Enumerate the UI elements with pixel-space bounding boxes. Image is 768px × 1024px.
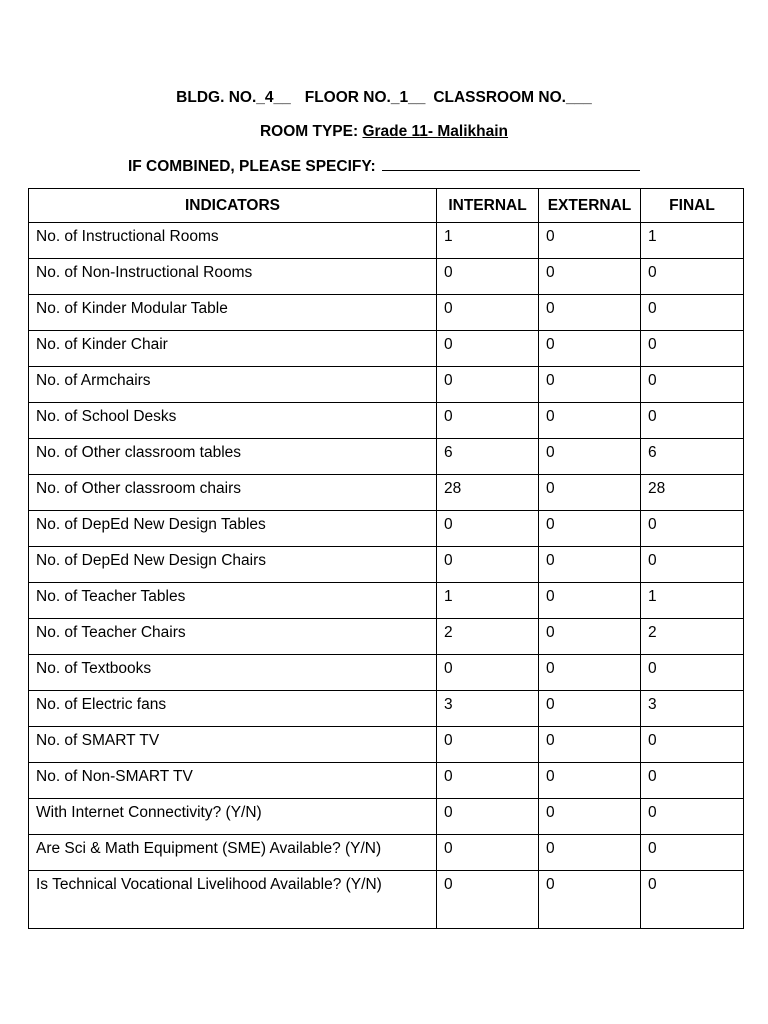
indicator-cell: No. of Kinder Modular Table <box>29 295 437 331</box>
indicator-cell: With Internet Connectivity? (Y/N) <box>29 799 437 835</box>
external-cell: 0 <box>539 295 641 331</box>
table-row <box>29 403 744 439</box>
internal-cell: 0 <box>437 511 539 547</box>
table-row <box>29 583 744 619</box>
indicator-cell: No. of Instructional Rooms <box>29 223 437 259</box>
internal-cell: 6 <box>437 439 539 475</box>
external-cell: 0 <box>539 799 641 835</box>
table-header-row <box>29 189 744 223</box>
internal-cell: 2 <box>437 619 539 655</box>
indicator-cell: No. of Teacher Tables <box>29 583 437 619</box>
table-row <box>29 331 744 367</box>
classroom-number: CLASSROOM NO.___ <box>433 89 592 106</box>
external-cell: 0 <box>539 871 641 929</box>
indicator-cell: No. of Teacher Chairs <box>29 619 437 655</box>
combined-label: IF COMBINED, PLEASE SPECIFY: <box>127 158 376 175</box>
internal-cell: 28 <box>437 475 539 511</box>
external-cell: 0 <box>539 259 641 295</box>
internal-cell: 1 <box>437 583 539 619</box>
table-row <box>29 763 744 799</box>
indicator-cell: No. of DepEd New Design Chairs <box>29 547 437 583</box>
internal-cell: 0 <box>437 835 539 871</box>
external-cell: 0 <box>539 691 641 727</box>
internal-cell: 0 <box>437 871 539 929</box>
table-row <box>29 295 744 331</box>
indicator-cell: No. of School Desks <box>29 403 437 439</box>
internal-cell: 3 <box>437 691 539 727</box>
final-cell: 0 <box>641 331 744 367</box>
internal-cell: 1 <box>437 223 539 259</box>
internal-cell: 0 <box>437 367 539 403</box>
final-cell: 0 <box>641 799 744 835</box>
table-row <box>29 691 744 727</box>
internal-cell: 0 <box>437 403 539 439</box>
room-type-value: Grade 11- Malikhain <box>362 123 509 140</box>
internal-cell: 0 <box>437 727 539 763</box>
external-cell: 0 <box>539 331 641 367</box>
external-cell: 0 <box>539 583 641 619</box>
external-cell: 0 <box>539 727 641 763</box>
external-cell: 0 <box>539 655 641 691</box>
final-cell: 0 <box>641 547 744 583</box>
indicator-cell: No. of Other classroom tables <box>29 439 437 475</box>
final-cell: 0 <box>641 763 744 799</box>
column-header-internal: INTERNAL <box>437 189 539 223</box>
external-cell: 0 <box>539 439 641 475</box>
indicator-cell: No. of Non-Instructional Rooms <box>29 259 437 295</box>
external-cell: 0 <box>539 475 641 511</box>
column-header-final: FINAL <box>641 189 744 223</box>
table-body <box>29 223 744 929</box>
external-cell: 0 <box>539 511 641 547</box>
external-cell: 0 <box>539 223 641 259</box>
table-row <box>29 655 744 691</box>
indicator-cell: No. of Electric fans <box>29 691 437 727</box>
indicator-cell: No. of Other classroom chairs <box>29 475 437 511</box>
internal-cell: 0 <box>437 259 539 295</box>
room-type-line <box>0 123 768 141</box>
indicator-cell: No. of DepEd New Design Tables <box>29 511 437 547</box>
floor-number: FLOOR NO._1__ <box>304 89 426 106</box>
column-header-indicators: INDICATORS <box>29 189 437 223</box>
table-row <box>29 511 744 547</box>
indicator-cell: No. of Textbooks <box>29 655 437 691</box>
table-row <box>29 223 744 259</box>
internal-cell: 0 <box>437 799 539 835</box>
room-type-label: ROOM TYPE: <box>259 123 359 140</box>
combined-blank <box>382 156 640 171</box>
table-row <box>29 547 744 583</box>
internal-cell: 0 <box>437 295 539 331</box>
table-row <box>29 835 744 871</box>
table-row <box>29 475 744 511</box>
external-cell: 0 <box>539 367 641 403</box>
indicator-cell: Is Technical Vocational Livelihood Available? (Y/N) <box>29 871 437 929</box>
table-row <box>29 799 744 835</box>
final-cell: 0 <box>641 655 744 691</box>
indicator-cell: No. of SMART TV <box>29 727 437 763</box>
table-row <box>29 871 744 929</box>
final-cell: 0 <box>641 871 744 929</box>
table-row <box>29 259 744 295</box>
final-cell: 1 <box>641 223 744 259</box>
internal-cell: 0 <box>437 547 539 583</box>
final-cell: 3 <box>641 691 744 727</box>
table-row <box>29 439 744 475</box>
final-cell: 1 <box>641 583 744 619</box>
final-cell: 0 <box>641 259 744 295</box>
indicator-cell: No. of Armchairs <box>29 367 437 403</box>
internal-cell: 0 <box>437 331 539 367</box>
external-cell: 0 <box>539 547 641 583</box>
final-cell: 6 <box>641 439 744 475</box>
external-cell: 0 <box>539 403 641 439</box>
indicator-cell: No. of Kinder Chair <box>29 331 437 367</box>
external-cell: 0 <box>539 763 641 799</box>
final-cell: 0 <box>641 835 744 871</box>
indicator-cell: No. of Non-SMART TV <box>29 763 437 799</box>
table-row <box>29 619 744 655</box>
building-info-line <box>0 89 768 107</box>
internal-cell: 0 <box>437 763 539 799</box>
final-cell: 0 <box>641 403 744 439</box>
indicator-cell: Are Sci & Math Equipment (SME) Available? (Y/N) <box>29 835 437 871</box>
table-row <box>29 727 744 763</box>
final-cell: 0 <box>641 295 744 331</box>
final-cell: 0 <box>641 511 744 547</box>
final-cell: 0 <box>641 727 744 763</box>
table-row <box>29 367 744 403</box>
external-cell: 0 <box>539 835 641 871</box>
final-cell: 28 <box>641 475 744 511</box>
internal-cell: 0 <box>437 655 539 691</box>
external-cell: 0 <box>539 619 641 655</box>
combined-line <box>0 156 768 176</box>
indicators-table <box>28 188 744 929</box>
column-header-external: EXTERNAL <box>539 189 641 223</box>
final-cell: 2 <box>641 619 744 655</box>
final-cell: 0 <box>641 367 744 403</box>
building-number: BLDG. NO._4__ <box>176 89 291 106</box>
